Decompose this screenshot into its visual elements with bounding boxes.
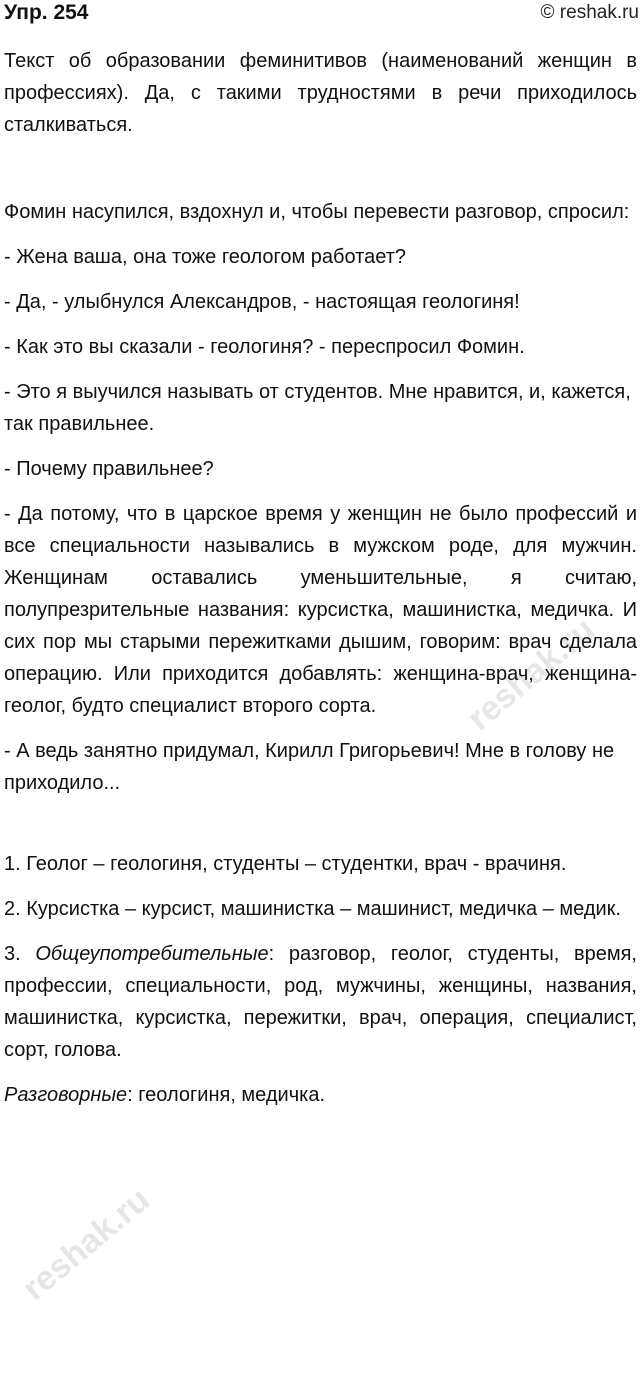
answer-1: 1. Геолог – геологиня, студенты – студентки, врач - врачиня. bbox=[4, 853, 567, 875]
dialogue-line: - А ведь занятно придумал, Кирилл Григорьевич! Мне в голову не приходило... bbox=[4, 740, 615, 794]
intro-paragraph: Текст об образовании феминитивов (наименований женщин в профессиях). Да, с такими трудностями в речи приходилось сталкиваться. bbox=[4, 50, 637, 136]
answer-3-prefix: 3. bbox=[4, 943, 36, 965]
answer-2: 2. Курсистка – курсист, машинистка – машинист, медичка – медик. bbox=[4, 898, 621, 920]
answer-3 bbox=[4, 938, 637, 1066]
watermark: reshak.ru bbox=[460, 610, 603, 738]
content bbox=[4, 45, 637, 1124]
header bbox=[4, 0, 639, 34]
common-words-label: Общеупотребительные bbox=[35, 943, 269, 965]
common-words-list: : разговор, геолог, студенты, время, профессии, специальности, род, мужчины, женщины, названия, машинистка, курсистка, пережитки, врач, операция, специалист, сорт, голова. bbox=[4, 943, 637, 1061]
dialogue-line: - Как это вы сказали - геологиня? - переспросил Фомин. bbox=[4, 336, 525, 358]
dialogue-line: - Жена ваша, она тоже геологом работает? bbox=[4, 246, 406, 268]
dialogue-line: - Да, - улыбнулся Александров, - настоящая геологиня! bbox=[4, 291, 520, 313]
dialogue-line: - Да потому, что в царское время у женщин не было профессий и все специальности назывались в мужском роде, для мужчин. Женщинам оставались уменьшительные, я считаю, полупрезрительные названия: курсистка, машинистка, медичка. И сих пор мы старыми пережитками дышим, говорим: врач сделала операцию. Или приходится добавлять: женщина-врач, женщина-геолог, будто специалист второго сорта. bbox=[4, 503, 637, 717]
colloquial-label: Разговорные bbox=[4, 1084, 128, 1106]
dialogue-line: Фомин насупился, вздохнул и, чтобы перевести разговор, спросил: bbox=[4, 201, 630, 223]
answer-colloquial bbox=[4, 1079, 637, 1111]
watermark: reshak.ru bbox=[15, 1180, 158, 1308]
exercise-title: Упр. 254 bbox=[4, 1, 89, 24]
source-label: © reshak.ru bbox=[540, 2, 639, 23]
dialogue-line: - Почему правильнее? bbox=[4, 458, 214, 480]
colloquial-list: : геологиня, медичка. bbox=[127, 1084, 325, 1106]
dialogue-line: - Это я выучился называть от студентов. Мне нравится, и, кажется, так правильнее. bbox=[4, 381, 631, 435]
